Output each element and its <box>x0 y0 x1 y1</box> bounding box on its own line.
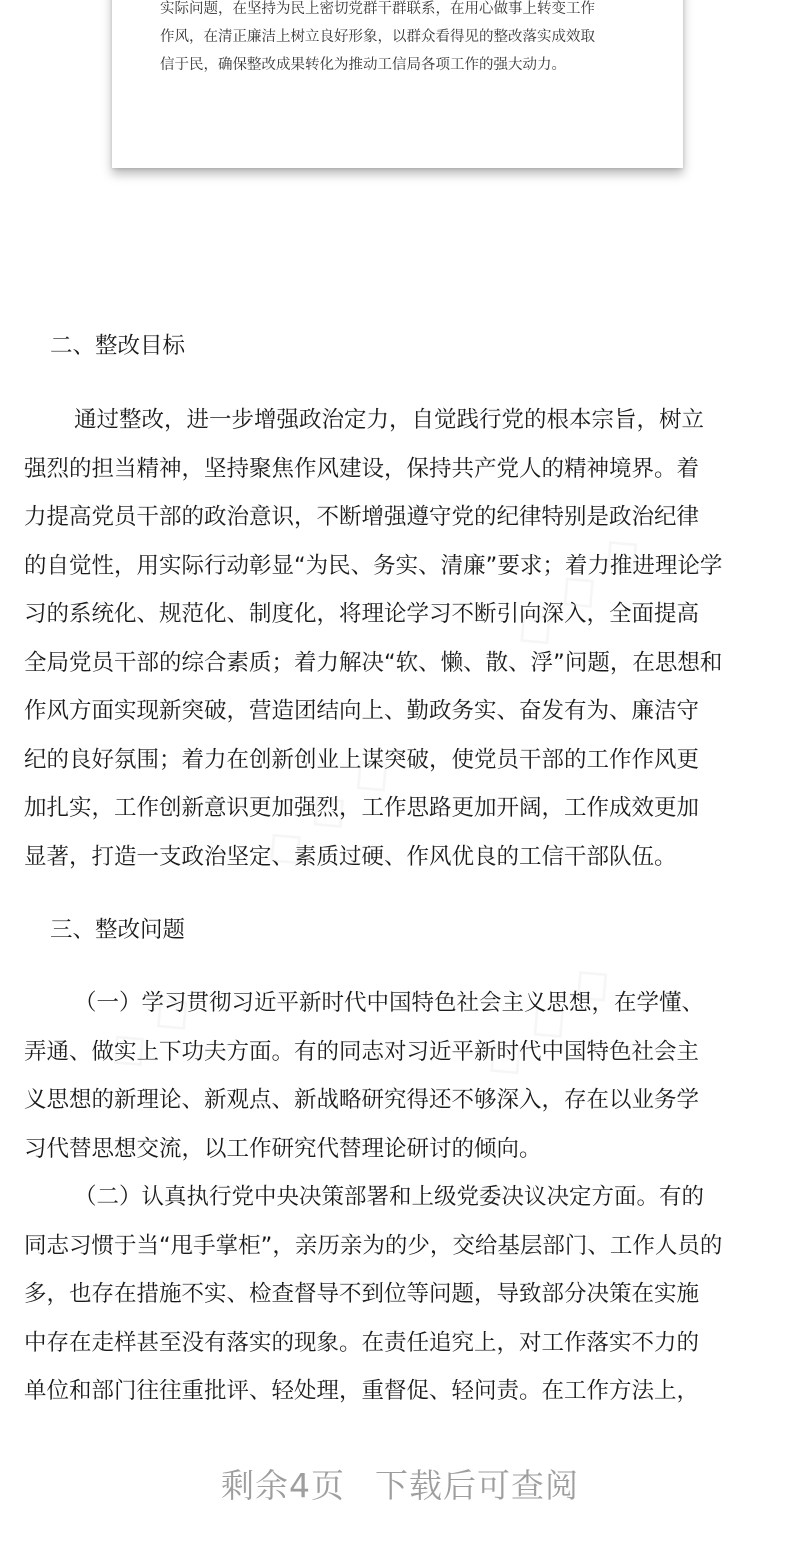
paragraph-line: 强烈的担当精神，坚持聚焦作风建设，保持共产党人的精神境界。着 <box>24 455 700 482</box>
remaining-pages-label[interactable]: 剩余4页 <box>221 1466 345 1505</box>
paragraph-line: 通过整改，进一步增强政治定力，自觉践行党的根本宗旨，树立 <box>74 407 705 433</box>
paragraph-line: 义思想的新理论、新观点、新战略研究得还不够深入，存在以业务学 <box>24 1087 700 1113</box>
section-paragraph-goals <box>24 396 784 881</box>
paragraph-line: （二）认真执行党中央决策部署和上级党委决议决定方面。有的 <box>74 1184 705 1210</box>
preview-line: 实际问题，在坚持为民上密切党群干群联系，在用心做事上转变工作 <box>160 1 595 17</box>
paragraph-line: 的自觉性，用实际行动彰显“为民、务实、清廉”要求；着力推进理论学 <box>24 552 723 579</box>
paragraph-line: 作风方面实现新突破，营造团结向上、勤政务实、奋发有为、廉洁守 <box>24 698 700 724</box>
paragraph-line: （一）学习贯彻习近平新时代中国特色社会主义思想，在学懂、 <box>74 990 705 1016</box>
preview-text <box>160 0 660 79</box>
section-heading-goals: 二、整改目标 <box>50 333 186 359</box>
preview-line: 作风，在清正廉洁上树立良好形象，以群众看得见的整改落实成效取 <box>160 29 595 45</box>
section-heading-problems: 三、整改问题 <box>50 917 186 943</box>
section-paragraph-problem-1 <box>24 979 784 1173</box>
paragraph-line: 纪的良好氛围；着力在创新创业上谋突破，使党员干部的工作作风更 <box>24 746 700 773</box>
paragraph-line: 中存在走样甚至没有落实的现象。在责任追究上，对工作落实不力的 <box>24 1329 700 1356</box>
paragraph-line: 单位和部门往往重批评、轻处理，重督促、轻问责。在工作方法上， <box>24 1378 700 1404</box>
download-to-view-label[interactable]: 下载后可查阅 <box>375 1466 579 1505</box>
paragraph-line: 弄通、做实上下功夫方面。有的同志对习近平新时代中国特色社会主 <box>24 1038 700 1065</box>
preview-page-card <box>112 0 683 168</box>
paragraph-line: 力提高党员干部的政治意识，不断增强遵守党的纪律特别是政治纪律 <box>24 504 700 530</box>
paragraph-line: 显著，打造一支政治坚定、素质过硬、作风优良的工信干部队伍。 <box>24 843 677 870</box>
paragraph-line: 多，也存在措施不实、检查督导不到位等问题，导致部分决策在实施 <box>24 1281 700 1307</box>
preview-line: 信于民，确保整改成果转化为推动工信局各项工作的强大动力。 <box>160 57 566 73</box>
paragraph-line: 习代替思想交流，以工作研究代替理论研讨的倾向。 <box>24 1135 542 1162</box>
section-paragraph-problem-2 <box>24 1173 784 1416</box>
download-prompt[interactable] <box>0 1456 800 1516</box>
paragraph-line: 同志习惯于当“甩手掌柜”，亲历亲为的少，交给基层部门、工作人员的 <box>24 1232 723 1259</box>
paragraph-line: 加扎实，工作创新意识更加强烈，工作思路更加开阔，工作成效更加 <box>24 795 700 821</box>
paragraph-line: 全局党员干部的综合素质；着力解决“软、懒、散、浮”问题，在思想和 <box>24 649 723 676</box>
paragraph-line: 习的系统化、规范化、制度化，将理论学习不断引向深入，全面提高 <box>24 601 700 627</box>
